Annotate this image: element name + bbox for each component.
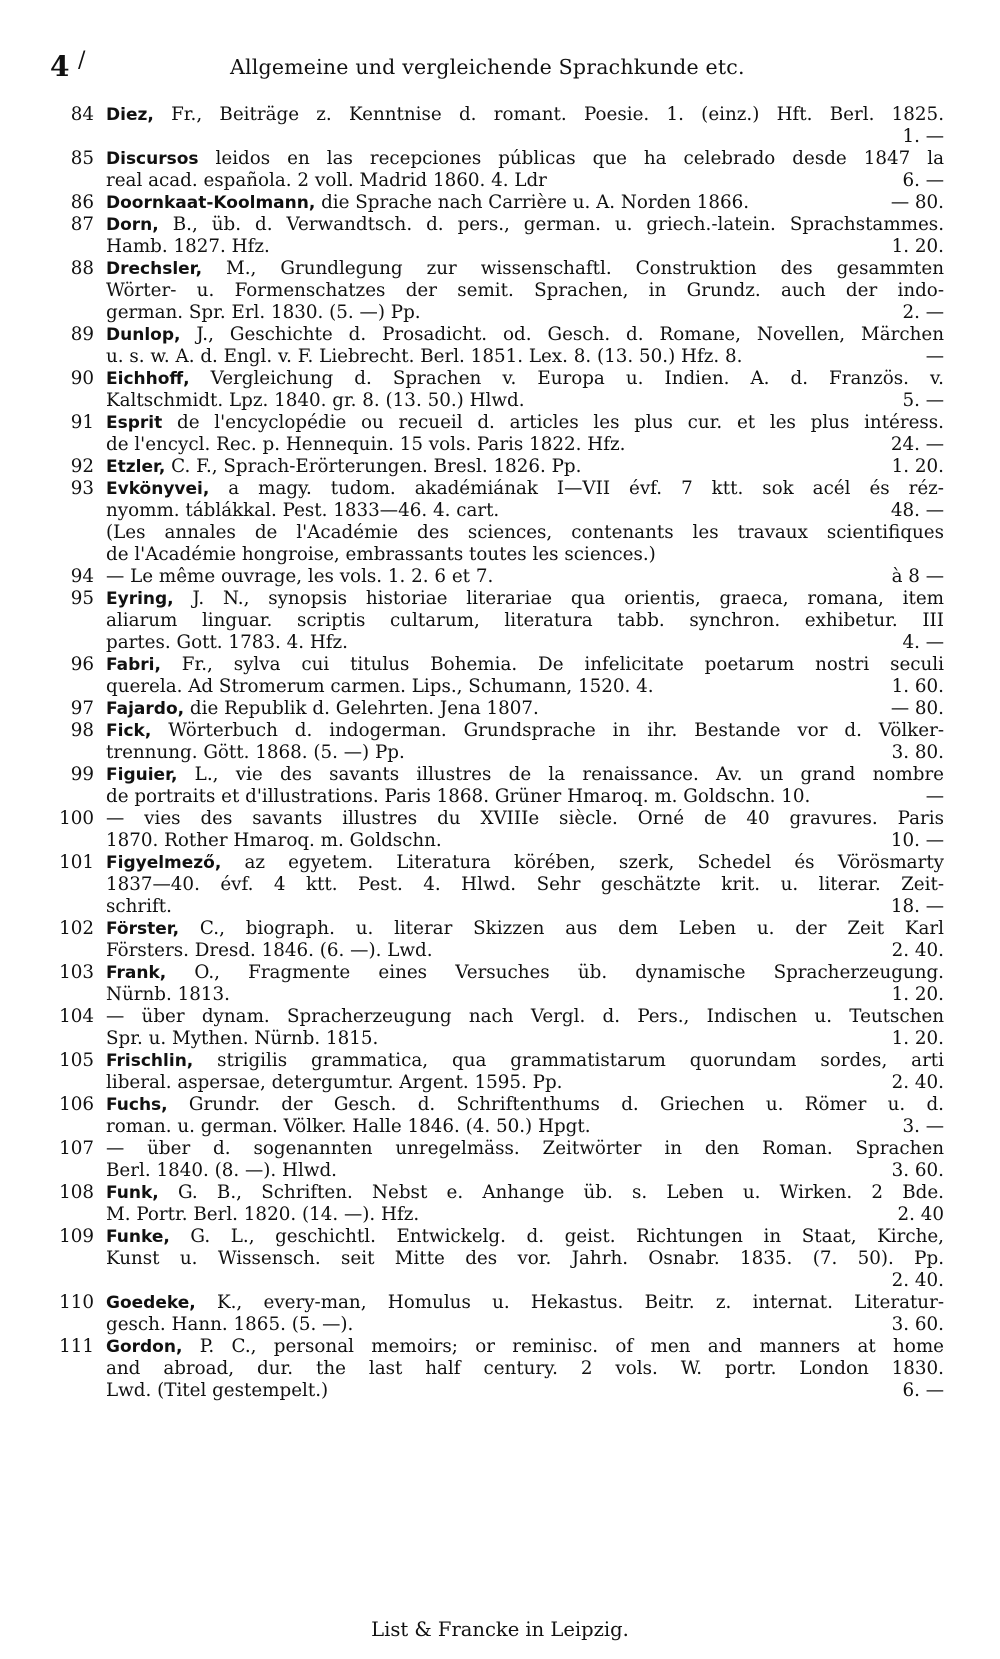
entry-price: 6. — <box>902 170 944 191</box>
entry-text <box>106 1094 944 1138</box>
entry-last-line <box>106 1160 944 1182</box>
entry-last-line-left <box>106 1116 591 1138</box>
entry-text <box>106 566 944 588</box>
entry-line-text: 1837—40. évf. 4 ktt. Pest. 4. Hlwd. Sehr geschätzte krit. u. literar. Zeit- <box>106 874 944 895</box>
catalogue-entry <box>0 764 1000 808</box>
entry-line <box>106 324 944 346</box>
entry-author: Drechsler, <box>106 259 203 279</box>
entry-text <box>106 808 944 852</box>
catalogue-entry <box>0 478 1000 522</box>
entry-line-text: Kunst u. Wissensch. seit Mitte des vor. Jahrh. Osnabr. 1835. (7. 50). Pp. <box>106 1248 944 1269</box>
entry-price: 5. — <box>902 390 944 411</box>
entry-author: Figuier, <box>106 765 178 785</box>
catalogue-entry <box>0 962 1000 1006</box>
entry-last-line-left <box>106 1380 328 1402</box>
entry-last-line-text: die Republik d. Gelehrten. Jena 1807. <box>184 698 539 719</box>
entry-author: Discursos <box>106 149 199 169</box>
entry-last-line-text: schrift. <box>106 896 172 917</box>
catalogue-entry <box>0 698 1000 720</box>
entry-number: 107 <box>59 1138 94 1159</box>
entry-last-line <box>106 742 944 764</box>
entry-last-line-left <box>106 456 581 478</box>
entry-last-line-left <box>106 390 525 412</box>
entry-text <box>106 1226 944 1292</box>
entry-price: 1. 20. <box>891 1028 944 1049</box>
entry-line-text: C., biograph. u. literar Skizzen aus dem Leben u. der Zeit Karl <box>179 918 944 939</box>
entry-last-line-left <box>106 192 749 214</box>
entry-author: Doornkaat-Koolmann, <box>106 193 316 213</box>
entry-last-line <box>106 170 944 192</box>
entry-line <box>106 720 944 742</box>
entry-price: 4. — <box>902 632 944 653</box>
entry-last-line-left <box>106 434 625 456</box>
entry-last-line-left <box>106 1072 562 1094</box>
entry-author: Dorn, <box>106 215 159 235</box>
entry-last-line <box>106 544 944 566</box>
entry-line-text: (Les annales de l'Académie des sciences, contenants les travaux scientifiques <box>106 522 944 543</box>
entry-line <box>106 1358 944 1380</box>
entry-last-line-text: Hamb. 1827. Hfz. <box>106 236 270 257</box>
entry-text <box>106 1292 944 1336</box>
entry-line-text: Fr., sylva cui titulus Bohemia. De infelicitate poetarum nostri seculi <box>160 654 944 675</box>
catalogue-entry <box>0 720 1000 764</box>
entry-author: Etzler, <box>106 457 166 477</box>
entry-price: 6. — <box>902 1380 944 1401</box>
entry-line-text: P. C., personal memoirs; or reminisc. of men and manners at home <box>182 1336 944 1357</box>
entry-price: 2. 40. <box>891 940 944 961</box>
entry-text <box>106 720 944 764</box>
catalogue-entry <box>0 456 1000 478</box>
entry-last-line-text: u. s. w. A. d. Engl. v. F. Liebrecht. Berl. 1851. Lex. 8. (13. 50.) Hfz. 8. <box>106 346 743 367</box>
entry-line-text: — über dynam. Spracherzeugung nach Vergl. d. Pers., Indischen u. Teutschen <box>106 1006 944 1027</box>
entry-price: — <box>925 346 944 367</box>
entry-number: 90 <box>70 368 94 389</box>
catalogue-entry <box>0 588 1000 654</box>
entry-line <box>106 1138 944 1160</box>
entry-number: 108 <box>59 1182 94 1203</box>
entry-price: 2. 40. <box>891 1270 944 1291</box>
entry-price: 1. 20. <box>891 456 944 477</box>
entry-last-line-left <box>106 786 810 808</box>
entry-author: Dunlop, <box>106 325 181 345</box>
entry-number: 87 <box>70 214 94 235</box>
entry-line <box>106 1226 944 1248</box>
entry-price: 1. 60. <box>891 676 944 697</box>
catalogue-entry <box>0 852 1000 918</box>
entry-last-line <box>106 302 944 324</box>
entry-last-line-text: Berl. 1840. (8. —). Hlwd. <box>106 1160 337 1181</box>
entry-number: 110 <box>59 1292 94 1313</box>
catalogue-note <box>0 522 1000 566</box>
entry-last-line <box>106 566 944 588</box>
entry-last-line <box>106 1204 944 1226</box>
entry-last-line <box>106 390 944 412</box>
entry-price: 3. 60. <box>891 1314 944 1335</box>
catalogue-entry <box>0 192 1000 214</box>
page-header <box>50 50 950 84</box>
entry-line <box>106 104 944 126</box>
entry-line <box>106 412 944 434</box>
entry-text <box>106 1138 944 1182</box>
entry-author: Frischlin, <box>106 1051 194 1071</box>
entry-last-line-text: trennung. Gött. 1868. (5. —) Pp. <box>106 742 405 763</box>
entry-line <box>106 368 944 390</box>
entry-number: 102 <box>59 918 94 939</box>
entry-last-line <box>106 896 944 918</box>
entry-author: Förster, <box>106 919 180 939</box>
catalogue-entry <box>0 1006 1000 1050</box>
entry-author: Funke, <box>106 1227 170 1247</box>
catalogue-entry <box>0 1292 1000 1336</box>
entry-line-text: and abroad, dur. the last half century. 2 vols. W. portr. London 1830. <box>106 1358 944 1379</box>
catalogue-entry <box>0 214 1000 258</box>
entry-line-text: J., Geschichte d. Prosadicht. od. Gesch. d. Romane, Novellen, Märchen <box>180 324 944 345</box>
entry-last-line <box>106 632 944 654</box>
entry-number: 93 <box>70 478 94 499</box>
entry-last-line-text: roman. u. german. Völker. Halle 1846. (4. 50.) Hpgt. <box>106 1116 591 1137</box>
entry-price: à 8 — <box>891 566 944 587</box>
entry-line <box>106 478 944 500</box>
entry-text <box>106 522 944 566</box>
entry-price: 3. 60. <box>891 1160 944 1181</box>
entry-line-text: K., every-man, Homulus u. Hekastus. Beitr. z. internat. Literatur- <box>195 1292 944 1313</box>
entry-author: Goedeke, <box>106 1293 196 1313</box>
entry-last-line <box>106 346 944 368</box>
entry-last-line <box>106 698 944 720</box>
entry-last-line-left <box>106 302 421 324</box>
entry-number: 91 <box>70 412 94 433</box>
entry-text <box>106 588 944 654</box>
entry-text <box>106 478 944 522</box>
entry-line <box>106 962 944 984</box>
entry-last-line-text: liberal. aspersae, detergumtur. Argent. 1595. Pp. <box>106 1072 563 1093</box>
entry-number: 98 <box>70 720 94 741</box>
entry-last-line <box>106 984 944 1006</box>
entry-line-text: aliarum linguar. scriptis cultarum, literatura tabb. synchron. exhibetur. III <box>106 610 944 631</box>
entry-line <box>106 1006 944 1028</box>
entry-last-line <box>106 830 944 852</box>
catalogue-entry <box>0 1182 1000 1226</box>
entry-number: 92 <box>70 456 94 477</box>
entry-author: Figyelmező, <box>106 853 222 873</box>
entry-price: — 80. <box>890 192 944 213</box>
entry-line-text: a magy. tudom. akadémiának I—VII évf. 7 ktt. sok acél és réz- <box>209 478 944 499</box>
entry-last-line-text: real acad. española. 2 voll. Madrid 1860. 4. Ldr <box>106 170 547 191</box>
entry-line <box>106 874 944 896</box>
entry-text <box>106 1006 944 1050</box>
entry-last-line-text: M. Portr. Berl. 1820. (14. —). Hfz. <box>106 1204 420 1225</box>
entry-line-text: Grundr. der Gesch. d. Schriftenthums d. Griechen u. Römer u. d. <box>167 1094 944 1115</box>
entry-line-text: Wörter- u. Formenschatzes der semit. Sprachen, in Grundz. auch der indo- <box>106 280 944 301</box>
entry-number: 103 <box>59 962 94 983</box>
entry-line-text: B., üb. d. Verwandtsch. d. pers., german. u. griech.-latein. Sprachstammes. <box>158 214 944 235</box>
entry-number: 99 <box>70 764 94 785</box>
entry-last-line-left <box>106 632 348 654</box>
entry-text <box>106 764 944 808</box>
entry-line-text: G. B., Schriften. Nebst e. Anhange üb. s. Leben u. Wirken. 2 Bde. <box>158 1182 944 1203</box>
publisher-imprint: List & Francke in Leipzig. <box>371 1618 629 1641</box>
entry-number: 105 <box>59 1050 94 1071</box>
catalogue-entries <box>0 104 1000 1402</box>
entry-last-line-text: de l'Académie hongroise, embrassants toutes les sciences.) <box>106 544 656 565</box>
entry-text <box>106 1336 944 1402</box>
catalogue-entry <box>0 1050 1000 1094</box>
entry-last-line <box>106 1314 944 1336</box>
entry-last-line <box>106 434 944 456</box>
catalogue-entry <box>0 324 1000 368</box>
entry-price: 10. — <box>890 830 944 851</box>
entry-last-line-text: Kaltschmidt. Lpz. 1840. gr. 8. (13. 50.) Hlwd. <box>106 390 525 411</box>
entry-line-text: strigilis grammatica, qua grammatistarum quorundam sordes, arti <box>193 1050 944 1071</box>
entry-last-line <box>106 676 944 698</box>
catalogue-entry <box>0 148 1000 192</box>
entry-line-text: M., Grundlegung zur wissenschaftl. Construktion des gesammten <box>202 258 944 279</box>
running-title: Allgemeine und vergleichende Sprachkunde etc. <box>230 55 745 79</box>
entry-line <box>106 1182 944 1204</box>
entry-last-line-text: Lwd. (Titel gestempelt.) <box>106 1380 329 1401</box>
entry-line <box>106 280 944 302</box>
entry-text <box>106 962 944 1006</box>
entry-text <box>106 456 944 478</box>
entry-line-text: leidos en las recepciones públicas que ha celebrado desde 1847 la <box>198 148 944 169</box>
entry-line-text: — über d. sogenannten unregelmäss. Zeitwörter in den Roman. Sprachen <box>106 1138 944 1159</box>
entry-last-line-left <box>106 676 654 698</box>
entry-last-line-left <box>106 742 405 764</box>
entry-author: Gordon, <box>106 1337 183 1357</box>
catalogue-entry <box>0 1226 1000 1292</box>
entry-last-line-text: gesch. Hann. 1865. (5. —). <box>106 1314 354 1335</box>
entry-last-line-left <box>106 170 547 192</box>
entry-last-line <box>106 192 944 214</box>
entry-number: 109 <box>59 1226 94 1247</box>
entry-price: 24. — <box>890 434 944 455</box>
entry-line <box>106 1050 944 1072</box>
entry-last-line <box>106 1116 944 1138</box>
catalogue-entry <box>0 1094 1000 1138</box>
entry-text <box>106 214 944 258</box>
entry-number: 111 <box>59 1336 94 1357</box>
entry-last-line <box>106 1380 944 1402</box>
entry-line <box>106 918 944 940</box>
entry-line <box>106 588 944 610</box>
entry-last-line-left <box>106 940 433 962</box>
entry-price: 18. — <box>890 896 944 917</box>
entry-last-line <box>106 1270 944 1292</box>
entry-author: Funk, <box>106 1183 159 1203</box>
pencil-mark: / <box>78 48 86 73</box>
entry-number: 86 <box>70 192 94 213</box>
entry-text <box>106 258 944 324</box>
catalogue-entry <box>0 566 1000 588</box>
entry-last-line <box>106 1072 944 1094</box>
entry-line <box>106 654 944 676</box>
entry-author: Frank, <box>106 963 167 983</box>
entry-number: 97 <box>70 698 94 719</box>
entry-author: Diez, <box>106 105 154 125</box>
entry-price: 1. 20. <box>891 236 944 257</box>
entry-last-line <box>106 126 944 148</box>
entry-line-text: L., vie des savants illustres de la renaissance. Av. un grand nombre <box>177 764 944 785</box>
entry-text <box>106 324 944 368</box>
entry-last-line-text: de portraits et d'illustrations. Paris 1868. Grüner Hmaroq. m. Goldschn. 10. <box>106 786 811 807</box>
catalogue-entry <box>0 258 1000 324</box>
entry-last-line <box>106 500 944 522</box>
entry-price: 2. — <box>902 302 944 323</box>
entry-price: 1. 20. <box>891 984 944 1005</box>
entry-author: Esprit <box>106 413 163 433</box>
entry-author: Fuchs, <box>106 1095 168 1115</box>
entry-last-line <box>106 940 944 962</box>
entry-last-line-left <box>106 236 270 258</box>
entry-last-line-left <box>106 346 742 368</box>
entry-line-text: Wörterbuch d. indogerman. Grundsprache in ihr. Bestande vor d. Völker- <box>151 720 944 741</box>
entry-price: 2. 40. <box>891 1072 944 1093</box>
entry-line <box>106 214 944 236</box>
entry-last-line-left <box>106 544 656 566</box>
catalogue-entry <box>0 368 1000 412</box>
entry-last-line-text: Spr. u. Mythen. Nürnb. 1815. <box>106 1028 379 1049</box>
entry-text <box>106 1050 944 1094</box>
entry-line-text: az egyetem. Literatura körében, szerk, Schedel és Vörösmarty <box>221 852 944 873</box>
entry-number: 96 <box>70 654 94 675</box>
entry-author: Eyring, <box>106 589 174 609</box>
entry-last-line-text: Försters. Dresd. 1846. (6. —). Lwd. <box>106 940 433 961</box>
entry-last-line-text: Nürnb. 1813. <box>106 984 230 1005</box>
entry-last-line <box>106 456 944 478</box>
entry-number: 101 <box>59 852 94 873</box>
entry-line <box>106 1094 944 1116</box>
entry-author: Fick, <box>106 721 152 741</box>
entry-last-line-left <box>106 984 230 1006</box>
entry-last-line-text: de l'encycl. Rec. p. Hennequin. 15 vols. Paris 1822. Hfz. <box>106 434 626 455</box>
entry-line <box>106 808 944 830</box>
entry-line <box>106 764 944 786</box>
entry-last-line-left <box>106 566 493 588</box>
entry-text <box>106 412 944 456</box>
catalogue-entry <box>0 654 1000 698</box>
entry-number: 88 <box>70 258 94 279</box>
catalogue-entry <box>0 1336 1000 1402</box>
entry-last-line-text: 1870. Rother Hmaroq. m. Goldschn. <box>106 830 442 851</box>
entry-line <box>106 1336 944 1358</box>
entry-line-text: — vies des savants illustres du XVIIIe siècle. Orné de 40 gravures. Paris <box>106 808 944 829</box>
entry-line <box>106 258 944 280</box>
entry-price: 48. — <box>890 500 944 521</box>
entry-text <box>106 368 944 412</box>
page-number: 4 <box>50 50 70 83</box>
entry-number: 85 <box>70 148 94 169</box>
entry-line <box>106 852 944 874</box>
entry-author: Evkönyvei, <box>106 479 210 499</box>
entry-text <box>106 654 944 698</box>
entry-last-line-left <box>106 500 499 522</box>
entry-text <box>106 852 944 918</box>
entry-number: 100 <box>59 808 94 829</box>
entry-author: Eichhoff, <box>106 369 190 389</box>
entry-line-text: Vergleichung d. Sprachen v. Europa u. Indien. A. d. Französ. v. <box>189 368 944 389</box>
entry-last-line-text: partes. Gott. 1783. 4. Hfz. <box>106 632 348 653</box>
entry-line-text: Fr., Beiträge z. Kenntnise d. romant. Poesie. 1. (einz.) Hft. Berl. 1825. <box>153 104 944 125</box>
entry-last-line-text: — Le même ouvrage, les vols. 1. 2. 6 et 7. <box>106 566 494 587</box>
entry-price: — <box>925 786 944 807</box>
entry-line <box>106 522 944 544</box>
entry-number: 94 <box>70 566 94 587</box>
entry-last-line-text: german. Spr. Erl. 1830. (5. —) Pp. <box>106 302 421 323</box>
entry-last-line-left <box>106 896 172 918</box>
entry-number: 106 <box>59 1094 94 1115</box>
entry-line <box>106 1248 944 1270</box>
entry-last-line-text: querela. Ad Stromerum carmen. Lips., Schumann, 1520. 4. <box>106 676 654 697</box>
entry-line <box>106 610 944 632</box>
entry-line-text: J. N., synopsis historiae literariae qua orientis, graeca, romana, item <box>173 588 944 609</box>
entry-last-line-left <box>106 698 539 720</box>
entry-text <box>106 1182 944 1226</box>
catalogue-entry <box>0 1138 1000 1182</box>
catalogue-entry <box>0 918 1000 962</box>
entry-number: 84 <box>70 104 94 125</box>
entry-author: Fajardo, <box>106 699 185 719</box>
entry-last-line-left <box>106 1314 353 1336</box>
entry-price: 3. — <box>902 1116 944 1137</box>
entry-number: 95 <box>70 588 94 609</box>
entry-last-line-text: die Sprache nach Carrière u. A. Norden 1866. <box>315 192 750 213</box>
entry-last-line <box>106 786 944 808</box>
entry-last-line-text: nyomm. táblákkal. Pest. 1833—46. 4. cart. <box>106 500 500 521</box>
entry-last-line-left <box>106 1204 419 1226</box>
entry-line-text: G. L., geschichtl. Entwickelg. d. geist. Richtungen in Staat, Kirche, <box>169 1226 944 1247</box>
catalogue-entry <box>0 104 1000 148</box>
entry-text <box>106 148 944 192</box>
entry-number: 104 <box>59 1006 94 1027</box>
entry-price: 3. 80. <box>891 742 944 763</box>
catalogue-entry <box>0 412 1000 456</box>
entry-text <box>106 918 944 962</box>
catalogue-entry <box>0 808 1000 852</box>
entry-price: — 80. <box>890 698 944 719</box>
entry-last-line-text: C. F., Sprach-Erörterungen. Bresl. 1826. Pp. <box>165 456 582 477</box>
entry-text <box>106 698 944 720</box>
entry-line-text: de l'encyclopédie ou recueil d. articles les plus cur. et les plus intéress. <box>162 412 944 433</box>
entry-text <box>106 104 944 148</box>
entry-last-line-left <box>106 1160 337 1182</box>
entry-number: 89 <box>70 324 94 345</box>
entry-last-line <box>106 236 944 258</box>
entry-price: 1. — <box>902 126 944 147</box>
entry-line-text: O., Fragmente eines Versuches üb. dynamische Spracherzeugung. <box>166 962 944 983</box>
entry-last-line-left <box>106 1028 378 1050</box>
entry-line <box>106 148 944 170</box>
entry-last-line <box>106 1028 944 1050</box>
entry-author: Fabri, <box>106 655 161 675</box>
entry-last-line-left <box>106 830 442 852</box>
entry-line <box>106 1292 944 1314</box>
entry-price: 2. 40 <box>897 1204 944 1225</box>
entry-text <box>106 192 944 214</box>
